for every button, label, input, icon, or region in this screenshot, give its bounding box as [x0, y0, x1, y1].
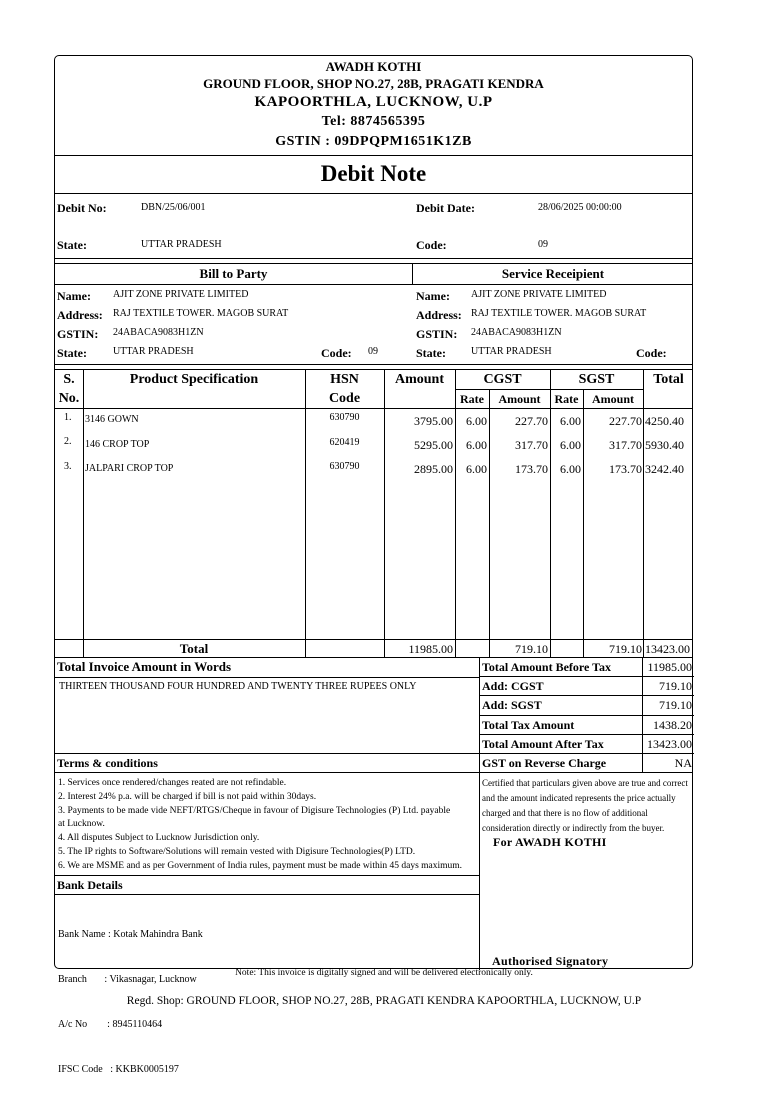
table-total-line [55, 639, 692, 640]
summary-sgst-label: Add: SGST [482, 698, 542, 712]
header-amount: Amount [394, 372, 444, 387]
table-col-line [384, 369, 385, 657]
row-total: 3242.40 [645, 462, 684, 476]
row-sgst-amount: 317.70 [609, 438, 642, 452]
divider [55, 263, 692, 264]
summary-after-tax-value: 13423.00 [647, 737, 692, 751]
bill-to-state: UTTAR PRADESH [113, 346, 194, 357]
bill-to-name: AJIT ZONE PRIVATE LIMITED [113, 289, 249, 300]
code-value: 09 [538, 239, 548, 250]
header-sgst-amount: Amount [591, 392, 634, 406]
bill-to-gstin-label: GSTIN: [57, 327, 99, 341]
digital-signature-note: Note: This invoice is digitally signed and will be delivered electronically only. [235, 968, 533, 978]
row-amount: 5295.00 [414, 438, 453, 452]
row-cgst-rate: 6.00 [466, 414, 487, 428]
divider [55, 753, 479, 754]
header-total: Total [653, 372, 684, 387]
summary-line [479, 734, 694, 735]
row-sgst-rate: 6.00 [560, 414, 581, 428]
service-gstin: 24ABACA9083H1ZN [471, 327, 562, 338]
bank-branch: Branch : Vikasnagar, Lucknow [58, 974, 197, 985]
terms-line: 4. All disputes Subject to Lucknow Jurisdiction only. [58, 833, 260, 843]
summary-sgst-value: 719.10 [659, 698, 692, 712]
divider [55, 258, 692, 259]
row-sno: 3. [64, 461, 72, 472]
summary-cgst-label: Add: CGST [482, 679, 544, 693]
company-name: AWADH KOTHI [325, 59, 422, 74]
bank-details-heading: Bank Details [57, 878, 123, 892]
row-sgst-rate: 6.00 [560, 438, 581, 452]
row-product: JALPARI CROP TOP [85, 463, 174, 474]
summary-line [479, 676, 694, 677]
divider [55, 364, 692, 365]
bank-account-no: A/c No : 8945110464 [58, 1019, 163, 1030]
table-col-line [489, 389, 490, 657]
table-header-line [55, 408, 692, 409]
terms-line: 5. The IP rights to Software/Solutions will remain vested with Digisure Technologies(P) LTD. [58, 847, 416, 857]
header-hsn: HSN [330, 372, 359, 387]
table-col-line [550, 369, 551, 657]
amount-words-text: THIRTEEN THOUSAND FOUR HUNDRED AND TWENTY THREE RUPEES ONLY [59, 681, 417, 692]
for-company-label: For AWADH KOTHI [493, 835, 607, 849]
company-address-line1: GROUND FLOOR, SHOP NO.27, 28B, PRAGATI KENDRA [203, 76, 544, 91]
bill-to-address-label: Address: [57, 308, 103, 322]
table-col-line [583, 389, 584, 657]
divider [412, 263, 413, 284]
authorised-signatory-label: Authorised Signatory [492, 954, 609, 968]
summary-reverse-charge-label: GST on Reverse Charge [482, 756, 607, 770]
row-cgst-amount: 317.70 [515, 438, 548, 452]
service-code-label: Code: [636, 346, 667, 360]
table-col-line [643, 369, 644, 657]
bill-to-address: RAJ TEXTILE TOWER. MAGOB SURAT [113, 308, 289, 319]
table-col-line [83, 369, 84, 657]
header-cgst: CGST [483, 372, 522, 387]
bill-to-gstin: 24ABACA9083H1ZN [113, 327, 204, 338]
row-product: 3146 GOWN [85, 414, 139, 425]
divider [55, 193, 692, 194]
page-title: Debit Note [320, 161, 427, 186]
state-label: State: [57, 238, 87, 252]
bill-to-heading: Bill to Party [199, 266, 268, 281]
row-amount: 3795.00 [414, 414, 453, 428]
terms-line: 1. Services once rendered/changes reated are not refindable. [58, 778, 287, 788]
summary-tax-total-value: 1438.20 [653, 718, 692, 732]
terms-line: 6. We are MSME and as per Government of India rules, payment must be made within 45 days maximum. [58, 861, 463, 871]
row-product: 146 CROP TOP [85, 439, 150, 450]
divider [55, 894, 479, 895]
total-label: Total [179, 641, 209, 656]
summary-tax-total-label: Total Tax Amount [482, 718, 575, 732]
total-sgst: 719.10 [609, 642, 642, 656]
summary-line [479, 753, 694, 754]
amount-words-heading: Total Invoice Amount in Words [57, 659, 232, 674]
certification-line: Certified that particulars given above are true and correct [482, 778, 688, 788]
service-state: UTTAR PRADESH [471, 346, 552, 357]
service-address-label: Address: [416, 308, 462, 322]
bill-to-code: 09 [368, 346, 378, 357]
row-hsn: 630790 [329, 412, 360, 423]
terms-line: 3. Payments to be made vide NEFT/RTGS/Cheque in favour of Digisure Technologies (P) Ltd. payable [58, 806, 451, 816]
summary-cgst-value: 719.10 [659, 679, 692, 693]
header-cgst-rate: Rate [460, 392, 484, 406]
table-sub-header-line [455, 389, 643, 390]
column-divider [479, 657, 480, 970]
header-cgst-amount: Amount [498, 392, 541, 406]
company-gstin: GSTIN : 09DPQPM1651K1ZB [275, 134, 472, 149]
total-amount: 11985.00 [408, 642, 453, 656]
bank-ifsc: IFSC Code : KKBK0005197 [58, 1064, 179, 1075]
total-cgst: 719.10 [515, 642, 548, 656]
divider [55, 657, 692, 658]
row-total: 5930.40 [645, 438, 684, 452]
summary-after-tax-label: Total Amount After Tax [482, 737, 604, 751]
summary-before-tax-value: 11985.00 [647, 660, 692, 674]
company-address-line2: KAPOORTHLA, LUCKNOW, U.P [254, 94, 493, 110]
row-sno: 2. [64, 436, 72, 447]
row-hsn: 630790 [329, 461, 360, 472]
service-gstin-label: GSTIN: [416, 327, 458, 341]
bill-to-name-label: Name: [57, 289, 91, 303]
debit-no-label: Debit No: [57, 201, 107, 215]
row-sgst-amount: 227.70 [609, 414, 642, 428]
header-sno: S. [63, 372, 75, 387]
header-product: Product Specification [129, 372, 259, 387]
row-sno: 1. [64, 412, 72, 423]
service-name: AJIT ZONE PRIVATE LIMITED [471, 289, 607, 300]
registered-shop-footer: Regd. Shop: GROUND FLOOR, SHOP NO.27, 28B, PRAGATI KENDRA KAPOORTHLA, LUCKNOW, U.P [126, 995, 642, 1007]
row-cgst-rate: 6.00 [466, 462, 487, 476]
header-hsn-code: Code [328, 391, 361, 406]
divider [55, 677, 479, 678]
row-sgst-rate: 6.00 [560, 462, 581, 476]
header-sgst: SGST [578, 372, 615, 387]
company-tel: Tel: 8874565395 [321, 114, 426, 129]
divider [55, 155, 692, 156]
terms-line: 2. Interest 24% p.a. will be charged if bill is not paid within 30days. [58, 792, 317, 802]
summary-before-tax-label: Total Amount Before Tax [482, 660, 612, 674]
service-state-label: State: [416, 346, 446, 360]
service-name-label: Name: [416, 289, 450, 303]
certification-line: consideration directly or indirectly from the buyer. [482, 823, 665, 833]
certification-text [482, 776, 688, 836]
row-cgst-rate: 6.00 [466, 438, 487, 452]
header-sgst-rate: Rate [554, 392, 579, 406]
terms-heading: Terms & conditions [57, 756, 158, 770]
debit-no-value: DBN/25/06/001 [141, 202, 206, 213]
row-amount: 2895.00 [414, 462, 453, 476]
table-col-line [455, 369, 456, 657]
bank-name: Bank Name : Kotak Mahindra Bank [58, 929, 203, 940]
certification-line: charged and that there is no flow of additional [482, 808, 648, 818]
summary-line [479, 695, 694, 696]
row-hsn: 620419 [329, 437, 360, 448]
divider [55, 369, 692, 370]
header-sno-2: No. [58, 391, 80, 406]
debit-date-value: 28/06/2025 00:00:00 [538, 202, 622, 213]
certification-line: and the amount indicated represents the price actually [482, 793, 676, 803]
divider [55, 772, 692, 773]
divider [55, 284, 692, 285]
debit-date-label: Debit Date: [416, 201, 475, 215]
summary-line [479, 715, 694, 716]
row-total: 4250.40 [645, 414, 684, 428]
service-address: RAJ TEXTILE TOWER. MAGOB SURAT [471, 308, 647, 319]
total-total: 13423.00 [645, 642, 690, 656]
code-label: Code: [416, 238, 447, 252]
summary-reverse-charge-value: NA [674, 756, 692, 770]
terms-line: at Lucknow. [58, 819, 105, 829]
bill-to-code-label: Code: [321, 346, 352, 360]
row-cgst-amount: 227.70 [515, 414, 548, 428]
service-recipient-heading: Service Receipient [501, 266, 605, 281]
divider [55, 875, 479, 876]
row-sgst-amount: 173.70 [609, 462, 642, 476]
row-cgst-amount: 173.70 [515, 462, 548, 476]
state-value: UTTAR PRADESH [141, 239, 222, 250]
bill-to-state-label: State: [57, 346, 87, 360]
